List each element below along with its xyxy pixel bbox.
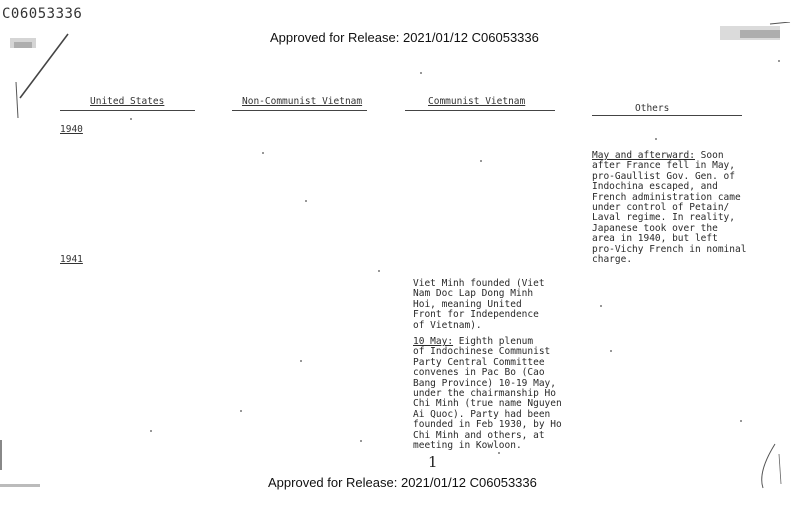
scan-artifact-top-right	[700, 22, 792, 52]
column-header-united-states: United States	[90, 96, 165, 107]
column-header-others: Others	[635, 103, 670, 114]
entry-others-1940: May and afterward: Soon after France fell in May, pro-Gaullist Gov. Gen. of Indochina escaped, and French administration came under control of Petain/ Laval regime. In reality, Japanese took over the area in 1940, but left pro-Vichy French in nominal charge.	[592, 150, 747, 266]
column-header-non-communist-vietnam: Non-Communist Vietnam	[242, 96, 363, 107]
header-rule-ncv	[232, 110, 367, 111]
scan-artifact-bottom-right	[755, 440, 785, 490]
entry-communist-1941-plenum: 10 May: Eighth plenum of Indochinese Communist Party Central Committee convenes in Pac Bo (Cao Bang Province) 10-19 May, under the chairmanship Ho Chi Minh (true name Nguyen Ai Quoc). Party had been founded in Feb 1930, by Ho Chi Minh and others, at meeting in Kowloon.	[413, 336, 562, 452]
scan-artifact-bottom-left	[0, 484, 40, 487]
page-number: 1	[428, 453, 438, 471]
scan-artifact-left-edge	[0, 440, 2, 470]
entry-others-1940-date: May and afterward:	[592, 150, 695, 161]
release-stamp-bottom: Approved for Release: 2021/01/12 C06053336	[268, 475, 537, 490]
entry-communist-1941-date: 10 May:	[413, 336, 454, 347]
column-header-communist-vietnam: Communist Vietnam	[428, 96, 526, 107]
header-rule-us	[60, 110, 195, 111]
release-stamp-top: Approved for Release: 2021/01/12 C06053336	[270, 30, 539, 45]
document-id: C06053336	[2, 6, 83, 22]
header-rule-others	[592, 115, 742, 116]
header-rule-cv	[405, 110, 555, 111]
year-1940: 1940	[60, 124, 83, 135]
scan-artifact-top-left	[0, 30, 80, 130]
entry-communist-1941-viet-minh: Viet Minh founded (Viet Nam Doc Lap Dong Minh Hoi, meaning United Front for Independence of Vietnam).	[413, 278, 545, 331]
year-1941: 1941	[60, 254, 83, 265]
